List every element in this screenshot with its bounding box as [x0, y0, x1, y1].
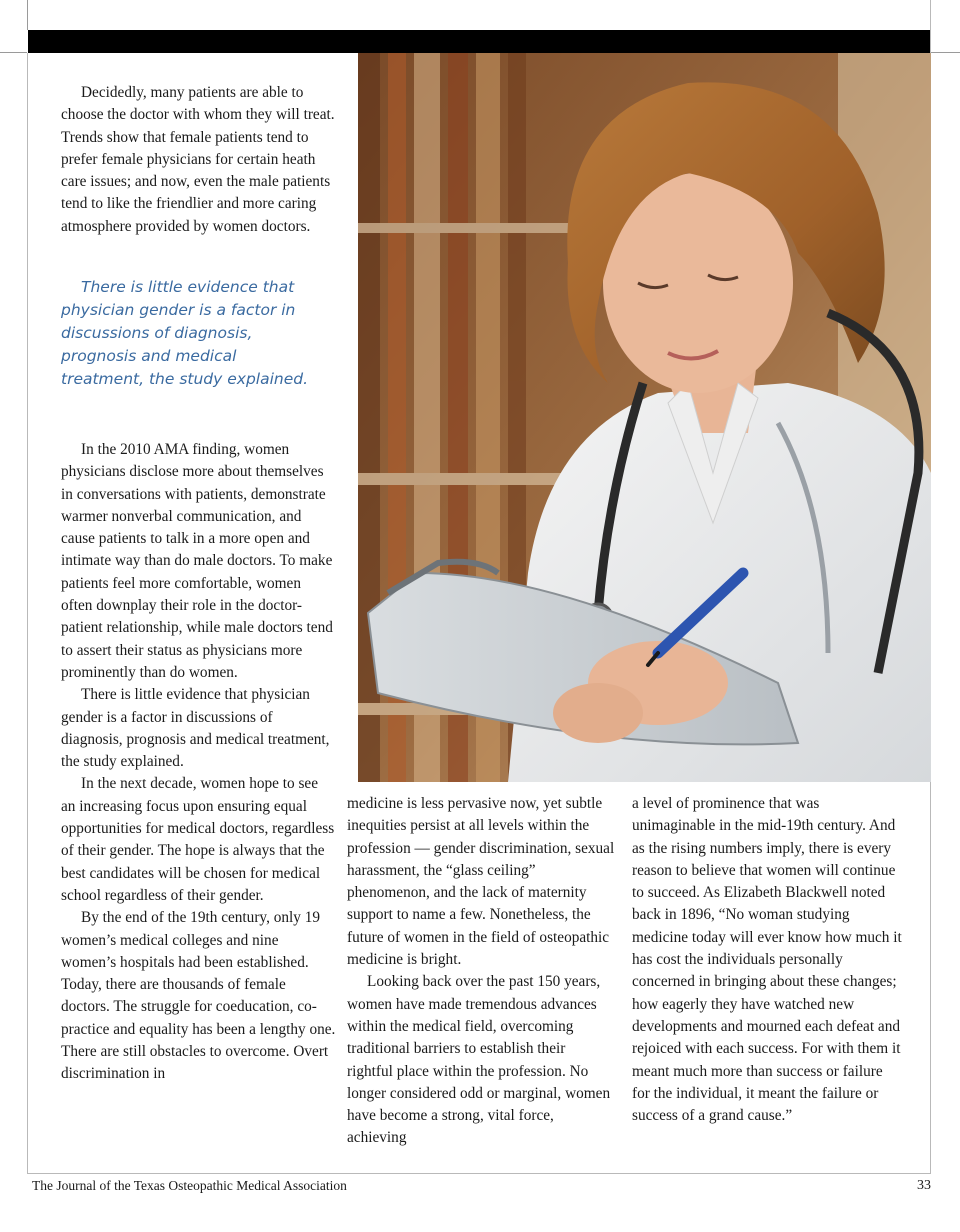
column-2 — [347, 793, 615, 1150]
crop-mark-top-right — [931, 52, 960, 53]
journal-title: The Journal of the Texas Osteopathic Medical Association — [32, 1178, 347, 1193]
paragraph: Decidedly, many patients are able to choose the doctor with whom they will treat. Trends show that female patients tend to prefer female physicians for certain heath care issues; and now, even the male patients tend to like the friendlier and more caring atmosphere provided by women doctors. — [61, 84, 335, 235]
crop-mark-top-left — [0, 52, 27, 53]
paragraph: a level of prominence that was unimaginable in the mid-19th century. And as the rising numbers imply, there is every reason to believe that women will continue to succeed. As Elizabeth Blackwell noted back in 1896, “No woman studying medicine today will ever know how much it has cost the individuals personally concerned in bringing about these changes; how eagerly they have watched new developments and mourned each defeat and rejoiced with each success. For with them it meant much more than success or failure for the individual, it meant the failure or success of a grand cause.” — [632, 795, 902, 1125]
paragraph: In the next decade, women hope to see an increasing focus upon ensuring equal opportunities for medical doctors, regardless of their gender. The hope is always that the best candidates will be chosen for medical school regardless of their gender. — [61, 775, 335, 904]
crop-mark-left-vertical — [27, 0, 28, 30]
column-1-bottom — [61, 439, 336, 1086]
pull-quote: There is little evidence that physician gender is a factor in discussions of diagnosis, prognosis and medical treatment, the study explained. — [61, 278, 309, 388]
page-border-left — [27, 53, 28, 1173]
doctor-photo — [358, 53, 931, 782]
paragraph: medicine is less pervasive now, yet subtle inequities persist at all levels within the profession — gender discrimination, sexual harassment, the “glass ceiling” phenomenon, and the lack of maternity support to name a few. Nonetheless, the future of women in the field of osteopathic medicine is bright. — [347, 795, 615, 969]
paragraph: By the end of the 19th century, only 19 women’s medical colleges and nine women’s hospitals had been established. Today, there are thousands of female doctors. The struggle for coeducation, co-practice and equality has been a lengthy one. There are still obstacles to overcome. Overt discrimination in — [61, 909, 336, 1083]
paragraph: There is little evidence that physician gender is a factor in discussions of diagnosis, prognosis and medical treatment, the study explained. — [61, 686, 330, 771]
column-3 — [632, 793, 904, 1127]
paragraph: In the 2010 AMA finding, women physicians disclose more about themselves in conversations with patients, demonstrate warmer nonverbal communication, and cause patients to talk in a more open and intimate way than do male doctors. To make patients feel more comfortable, women often downplay their role in the doctor-patient relationship, while male doctors tend to assert their status as physicians more prominently than do women. — [61, 441, 333, 681]
paragraph: Looking back over the past 150 years, women have made tremendous advances within the medical field, overcoming traditional barriers to establish their rightful place within the profession. No longer considered odd or marginal, women have become a strong, vital force, achieving — [347, 973, 611, 1147]
page-number: 33 — [917, 1178, 931, 1193]
header-bar — [28, 30, 931, 53]
page-border-bottom — [27, 1173, 931, 1174]
column-1-top — [61, 82, 336, 238]
